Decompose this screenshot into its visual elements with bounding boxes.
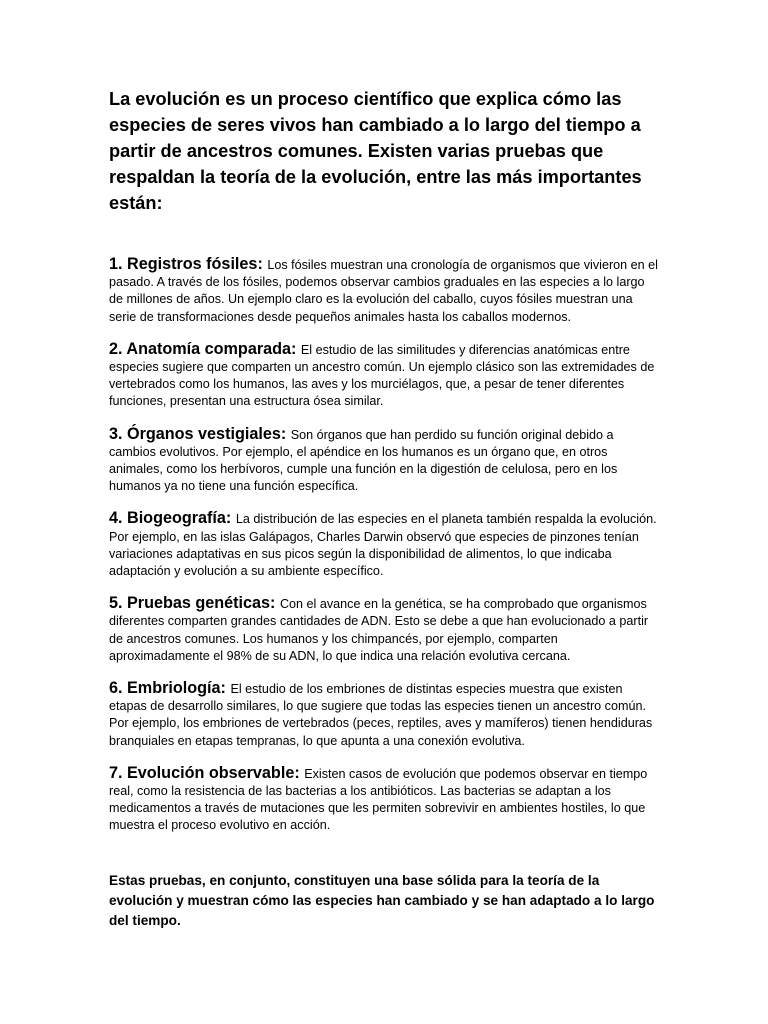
section-evolucion-observable: [109, 765, 660, 835]
section-text: El estudio de las similitudes y diferencias anatómicas entre especies sugiere que comparten un ancestro común. Un ejemplo clásico son las extremidades de vertebrados como los humanos, las aves y los murciélagos, que, a pesar de tener diferentes funciones, presentan una estructura ósea similar.: [109, 342, 655, 409]
section-heading: 6. Embriología:: [109, 679, 231, 698]
conclusion-paragraph: Estas pruebas, en conjunto, constituyen una base sólida para la teoría de la evolución y muestran cómo las especies han cambiado y se han adaptado a lo largo del tiempo.: [109, 872, 655, 928]
section-heading: 2. Anatomía comparada:: [109, 339, 301, 358]
section-heading: 7. Evolución observable:: [109, 763, 305, 782]
section-registros-fosiles: [109, 256, 660, 326]
section-heading: 4. Biogeografía:: [109, 509, 236, 528]
section-biogeografia: [109, 510, 660, 580]
section-text: Los fósiles muestran una cronología de organismos que vivieron en el pasado. A través de los fósiles, podemos observar cambios graduales en las especies a lo largo de millones de años. Un ejemplo claro es la evolución del caballo, cuyos fósiles muestran una serie de transformaciones desde pequeños animales hasta los caballos modernos.: [109, 258, 658, 324]
section-text: Con el avance en la genética, se ha comprobado que organismos diferentes comparten grandes cantidades de ADN. Esto se debe a que han evolucionado a partir de ancestros comunes. Los humanos y los chimpancés, por ejemplo, comparten aproximadamente el 98% de su ADN, lo que indica una relación evolutiva cercana.: [109, 597, 649, 663]
section-text: La distribución de las especies en el planeta también respalda la evolución. Por ejemplo, en las islas Galápagos, Charles Darwin observó que especies de pinzones tenían variaciones adaptativas en sus picos según la disponibilidad de alimentos, lo que indicaba adaptación y evolución a su ambiente específico.: [109, 512, 657, 579]
section-text: Existen casos de evolución que podemos observar en tiempo real, como la resistencia de las bacterias a los antibióticos. Las bacterias se adaptan a los medicamentos a través de mutaciones que les permiten sobrevivir en ambientes hostiles, lo que muestra el proceso evolutivo en acción.: [109, 766, 648, 833]
section-text: El estudio de los embriones de distintas especies muestra que existen etapas de desarrollo similares, lo que sugiere que todas las especies tienen un ancestro común. Por ejemplo, los embriones de vertebrados (peces, reptiles, aves y mamíferos) tienen hendiduras branquiales en etapas tempranas, lo que apunta a una conexión evolutiva.: [109, 682, 653, 748]
section-heading: 1. Registros fósiles:: [109, 255, 268, 273]
section-pruebas-geneticas: [109, 595, 660, 665]
section-heading: 5. Pruebas genéticas:: [109, 594, 280, 613]
section-heading: 3. Órganos vestigiales:: [109, 424, 291, 443]
section-organos-vestigiales: [109, 426, 660, 496]
intro-paragraph: La evolución es un proceso científico que explica cómo las especies de seres vivos han cambiado a lo largo del tiempo a partir de ancestros comunes. Existen varias pruebas que respaldan la teoría de la evolución, entre las más importantes están:: [109, 89, 642, 213]
section-text: Son órganos que han perdido su función original debido a cambios evolutivos. Por ejemplo, el apéndice en los humanos es un órgano que, en otros animales, como los herbívoros, cumple una función en la digestión de celulosa, pero en los humanos ya no tiene una función específica.: [109, 427, 618, 494]
section-embriologia: [109, 680, 660, 750]
section-anatomia-comparada: [109, 341, 660, 411]
